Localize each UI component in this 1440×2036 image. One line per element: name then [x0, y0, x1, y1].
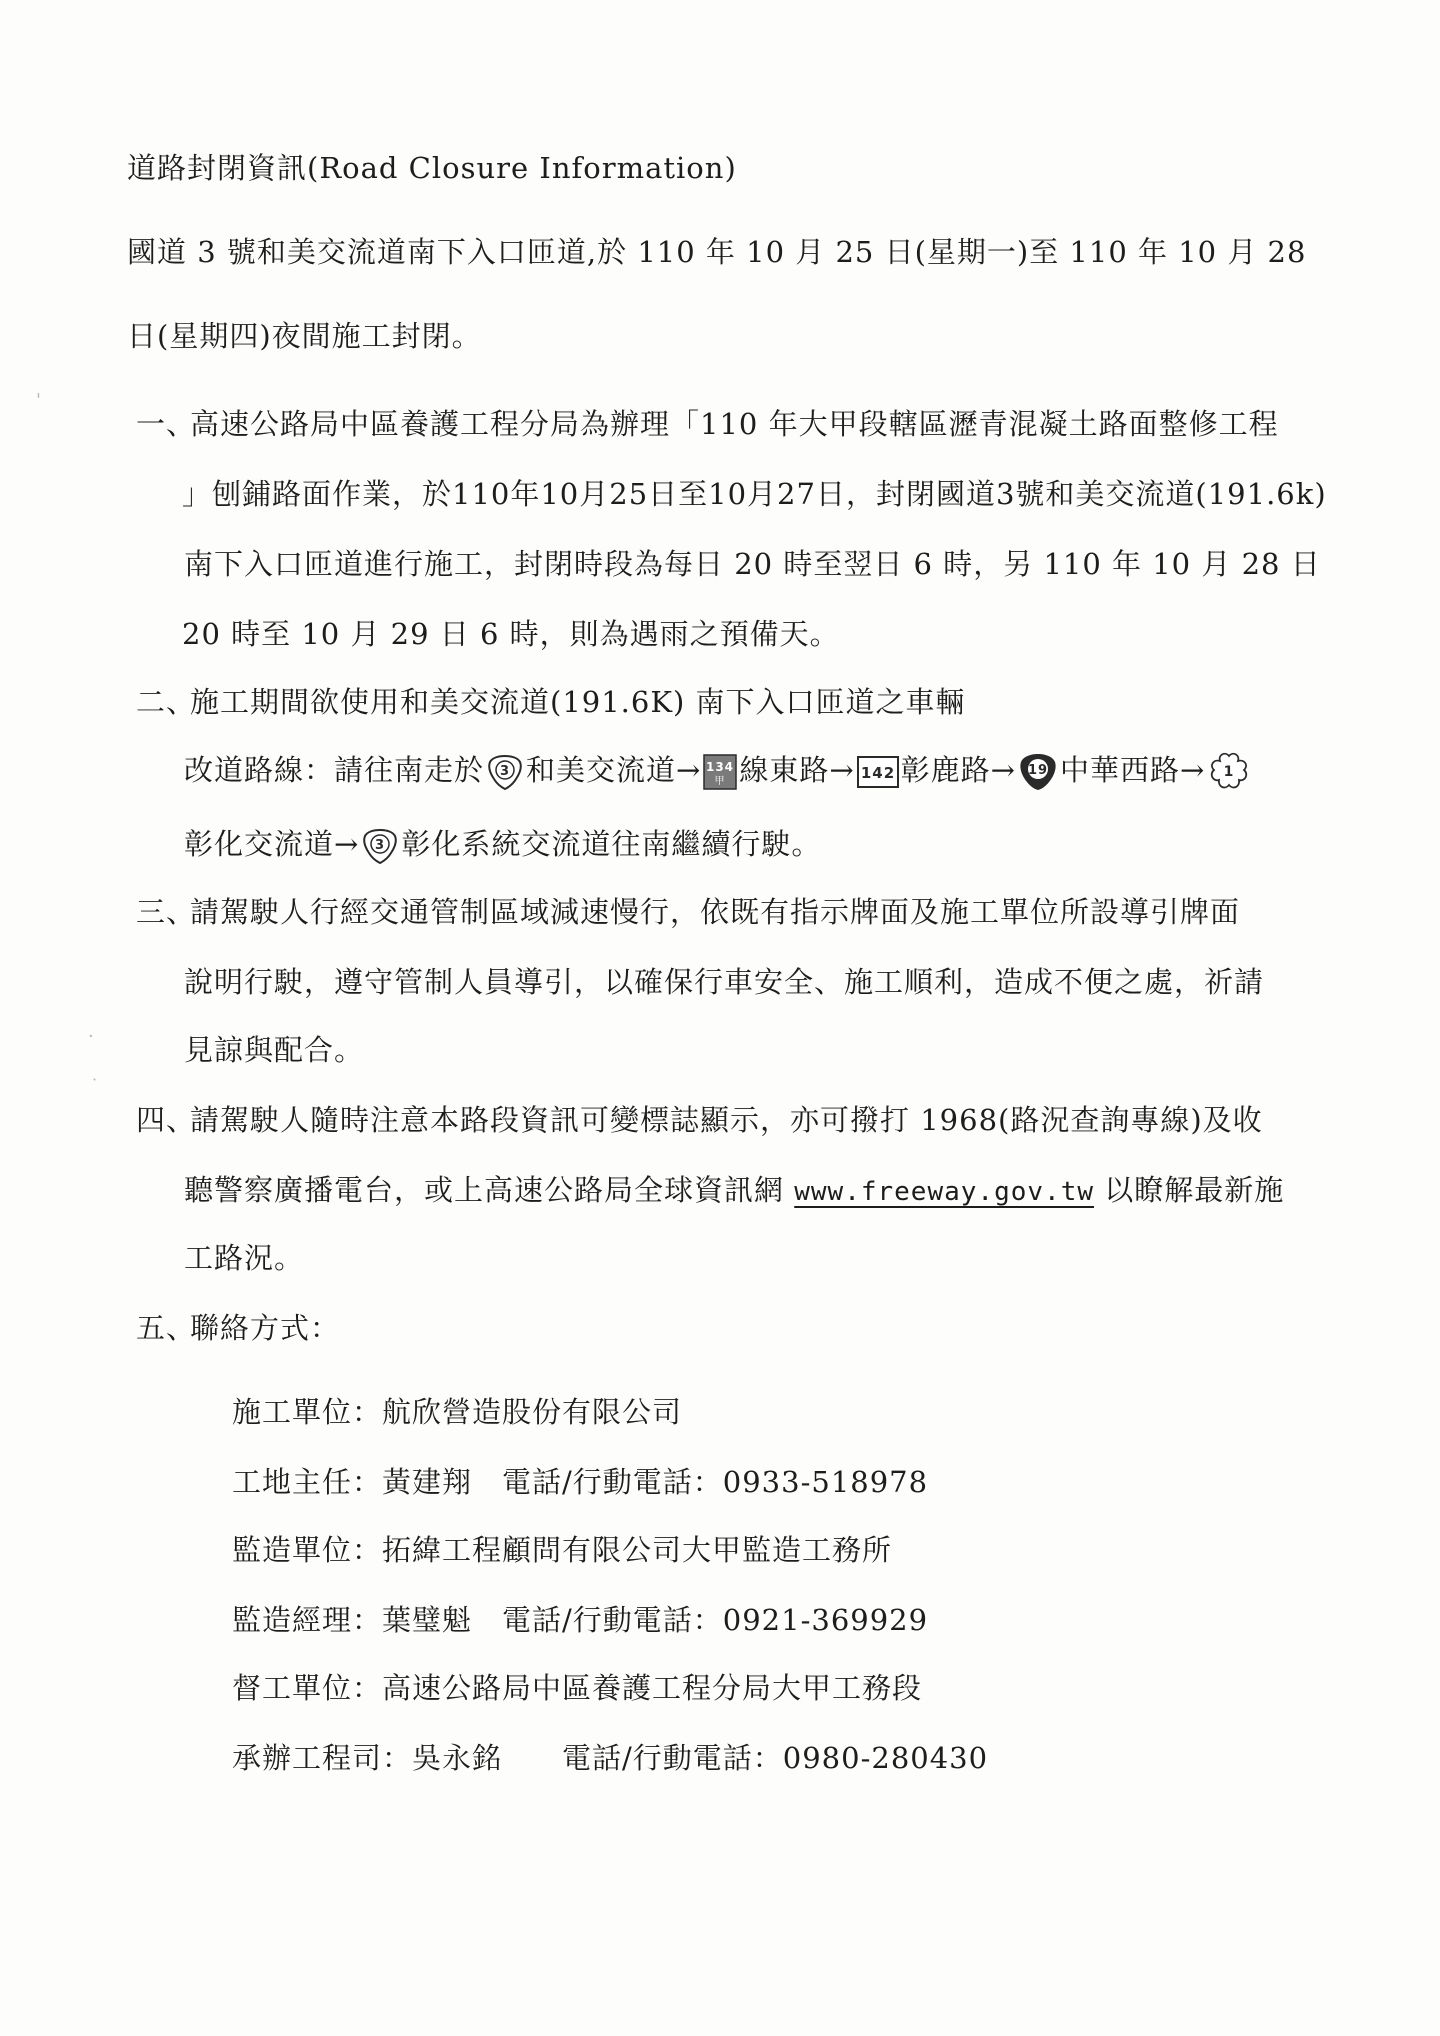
item-4-line-1: 請駕駛人隨時注意本路段資訊可變標誌顯示，亦可撥打 1968(路況查詢專線)及收 — [190, 1103, 1263, 1137]
detour-seg-3: 彰鹿路→ — [900, 753, 1016, 787]
item-3-marker: 三、 — [136, 895, 197, 929]
route-1-label: 1 — [1223, 764, 1235, 780]
detour-route-line-2 — [184, 826, 821, 865]
item-1-line-4: 20 時至 10 月 29 日 6 時，則為遇雨之預備天。 — [182, 617, 840, 651]
detour-seg-1: 和美交流道→ — [526, 753, 702, 787]
item-3-line-1: 請駕駛人行經交通管制區域減速慢行，依既有指示牌面及施工單位所設導引牌面 — [190, 895, 1241, 929]
route-1-flower-icon — [1207, 752, 1251, 792]
detour-route-line-1 — [184, 752, 1253, 792]
item-4-line-2 — [184, 1172, 1284, 1210]
route-19-label: 19 — [1027, 763, 1048, 778]
scan-artifact-mark: · — [88, 1026, 94, 1047]
scan-artifact-mark: ˙ — [90, 1076, 99, 1097]
detour-line-2-prefix: 彰化交流道→ — [184, 827, 360, 861]
intro-line-2: 日(星期四)夜間施工封閉。 — [127, 319, 482, 353]
route-134-label: 134 — [706, 760, 735, 774]
item-5-line-1: 聯絡方式： — [190, 1311, 341, 1345]
item-1-line-3: 南下入口匝道進行施工，封閉時段為每日 20 時至翌日 6 時，另 110 年 10 月 28 日 — [184, 547, 1321, 581]
route-142-sign-icon — [857, 756, 899, 788]
item-1-line-1: 高速公路局中區養護工程分局為辦理「110 年大甲段轄區瀝青混凝土路面整修工程 — [190, 407, 1279, 441]
item-3-line-3: 見諒與配合。 — [184, 1033, 365, 1067]
detour-seg-2: 線東路→ — [739, 753, 855, 787]
route-19-shield-icon — [1018, 752, 1058, 792]
route-142-label: 142 — [860, 764, 895, 782]
item-2-marker: 二、 — [136, 685, 197, 719]
contact-oversight-unit: 督工單位：高速公路局中區養護工程分局大甲工務段 — [232, 1671, 923, 1705]
item-5-marker: 五、 — [136, 1311, 197, 1345]
item-4-marker: 四、 — [136, 1103, 197, 1137]
freeway-3-label: 3 — [499, 764, 511, 779]
item-4-line-2-suffix: 以瞭解最新施 — [1094, 1173, 1285, 1207]
page-title: 道路封閉資訊(Road Closure Information) — [127, 151, 737, 185]
item-4-line-2-prefix: 聽警察廣播電台，或上高速公路局全球資訊網 — [184, 1173, 795, 1207]
item-3-line-2: 說明行駛，遵守管制人員導引，以確保行車安全、施工順利，造成不便之處，祈請 — [184, 965, 1265, 999]
contact-supervision-manager: 監造經理：葉璧魁 電話/行動電話：0921-369929 — [232, 1603, 929, 1637]
detour-line-2-suffix: 彰化系統交流道往南繼續行駛。 — [401, 827, 822, 861]
freeway-3-shield-icon — [361, 827, 399, 865]
item-1-line-2: 」刨鋪路面作業，於110年10月25日至10月27日，封閉國道3號和美交流道(191.6k) — [182, 477, 1327, 511]
contact-engineer: 承辦工程司：吳永銘 電話/行動電話：0980-280430 — [232, 1741, 989, 1775]
contact-construction-unit: 施工單位：航欣營造股份有限公司 — [232, 1395, 683, 1429]
freeway-3-shield-icon — [486, 753, 524, 791]
item-2-line-1: 施工期間欲使用和美交流道(191.6K) 南下入口匝道之車輛 — [190, 685, 966, 719]
item-1-marker: 一、 — [136, 407, 197, 441]
route-134-sign-icon — [703, 754, 737, 790]
contact-supervision-unit: 監造單位：拓緯工程顧問有限公司大甲監造工務所 — [232, 1533, 893, 1567]
intro-line-1: 國道 3 號和美交流道南下入口匝道,於 110 年 10 月 25 日(星期一)至 110 年 10 月 28 — [127, 235, 1307, 269]
freeway-website-link[interactable]: www.freeway.gov.tw — [794, 1177, 1094, 1207]
detour-seg-4: 中華西路→ — [1059, 753, 1206, 787]
contact-site-director: 工地主任：黃建翔 電話/行動電話：0933-518978 — [232, 1465, 929, 1499]
scan-artifact-mark: ' — [36, 390, 41, 411]
detour-prefix: 改道路線：請往南走於 — [184, 753, 485, 787]
item-4-line-3: 工路況。 — [184, 1241, 305, 1275]
route-134-sub-label: 甲 — [714, 776, 726, 787]
freeway-3-label-2: 3 — [375, 838, 386, 853]
